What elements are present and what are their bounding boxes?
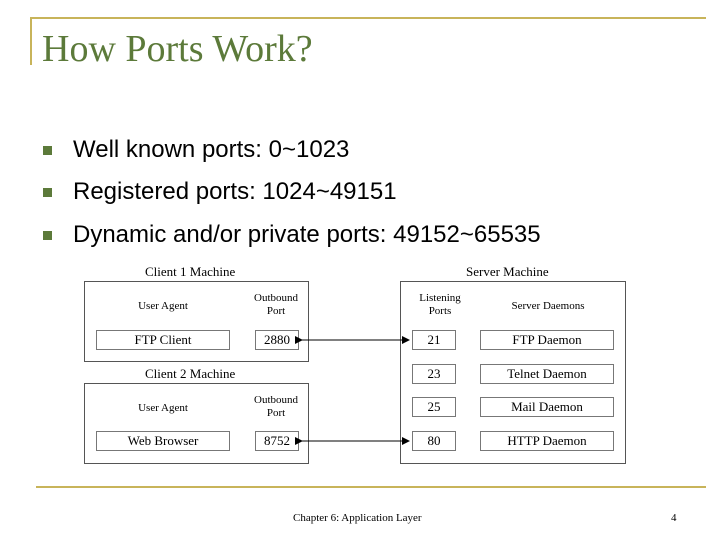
server-port-cell: 80 <box>412 431 456 451</box>
bullet-registered: Registered ports: 1024~49151 <box>73 178 397 205</box>
client1-agent-cell: FTP Client <box>96 330 230 350</box>
server-col-daemon: Server Daemons <box>511 300 585 312</box>
client2-machine-label: Client 2 Machine <box>145 366 236 381</box>
server-machine-label: Server Machine <box>466 264 549 279</box>
server-port-cell: 23 <box>412 364 456 384</box>
server-col-port: Listening Ports <box>419 292 461 317</box>
client1-port-cell: 2880 <box>255 330 299 350</box>
client2-col-port: Outbound Port <box>254 394 298 419</box>
client1-col-port: Outbound Port <box>254 292 298 317</box>
client2-agent-cell: Web Browser <box>96 431 230 451</box>
server-port-cell: 25 <box>412 397 456 417</box>
server-daemon-cell: Mail Daemon <box>480 397 614 417</box>
client2-col-agent: User Agent <box>138 402 188 414</box>
client2-port-cell: 8752 <box>255 431 299 451</box>
client1-machine-label: Client 1 Machine <box>145 264 236 279</box>
server-daemon-cell: HTTP Daemon <box>480 431 614 451</box>
server-port-cell: 21 <box>412 330 456 350</box>
slide-title: How Ports Work? <box>42 28 313 70</box>
footer-line <box>36 486 706 488</box>
footer-chapter: Chapter 6: Application Layer <box>293 512 422 524</box>
bullet-well-known: Well known ports: 0~1023 <box>73 136 350 163</box>
server-daemon-cell: FTP Daemon <box>480 330 614 350</box>
server-daemon-cell: Telnet Daemon <box>480 364 614 384</box>
client1-col-agent: User Agent <box>138 300 188 312</box>
footer-page-number: 4 <box>671 512 677 524</box>
bullet-dynamic: Dynamic and/or private ports: 49152~65535 <box>73 221 541 248</box>
